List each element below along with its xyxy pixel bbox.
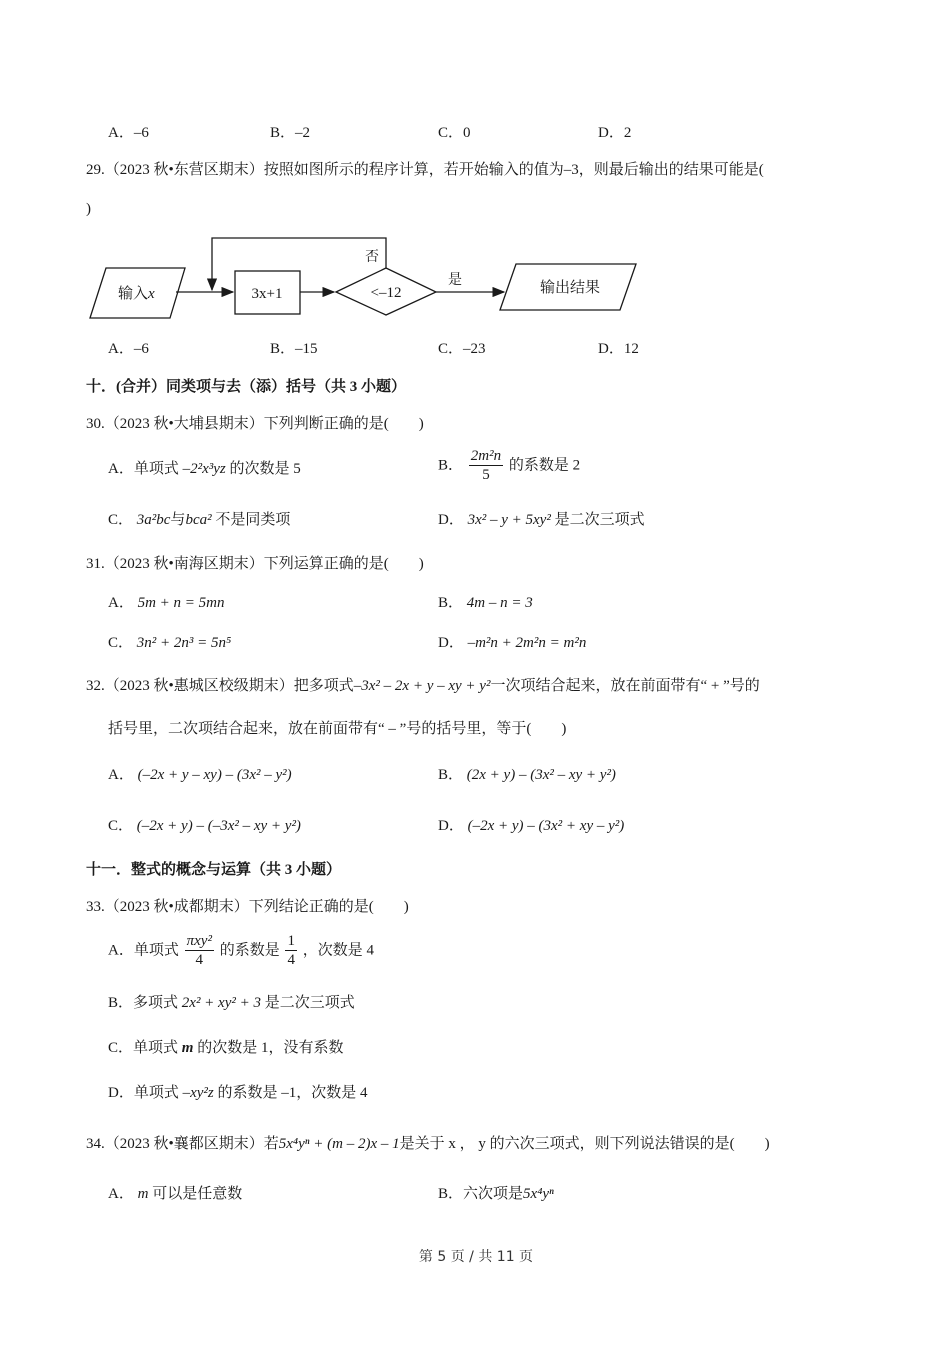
q31-option-c: C． 3n² + 2n³ = 5n⁵: [108, 635, 232, 651]
q30-option-d: D． 3x² – y + 5xy² 是二次三项式: [438, 512, 645, 528]
q33-option-d: D．单项式 –xy²z 的系数是 –1，次数是 4: [108, 1085, 368, 1101]
q33-stem: 33.（2023 秋•成都期末）下列结论正确的是( ): [86, 899, 409, 915]
q33-option-b: B．多项式 2x² + xy² + 3 是二次三项式: [108, 995, 355, 1011]
q31-option-b: B． 4m – n = 3: [438, 595, 533, 611]
page-number: 第 5 页 / 共 11 页: [418, 1249, 534, 1265]
q29-flowchart: [80, 230, 660, 330]
q32-option-d: D． (–2x + y) – (3x² + xy – y²): [438, 818, 625, 834]
q34-stem: 34.（2023 秋•襄都区期末）若5x⁴yⁿ + (m – 2)x – 1是关于 x ， y 的六次三项式，则下列说法错误的是( ): [86, 1136, 770, 1152]
q29-option-c: C．–23: [438, 341, 486, 357]
q30-option-a: A．单项式 –2²x³yz 的次数是 5: [108, 461, 301, 477]
q31-stem: 31.（2023 秋•南海区期末）下列运算正确的是( ): [86, 556, 424, 572]
q32-stem-line2: 括号里，二次项结合起来，放在前面带有“ – ”号的括号里，等于( ): [108, 721, 567, 737]
q31-option-d: D． –m²n + 2m²n = m²n: [438, 635, 587, 651]
q30-option-b: B． $\frac{\text{2m²n}}{5}$ 的系数是 2: [438, 448, 581, 483]
q29-option-b: B．–15: [270, 341, 318, 357]
q29-option-d: D．12: [598, 341, 639, 357]
q32-stem: 32.（2023 秋•惠城区校级期末）把多项式–3x² – 2x + y – xy + y²一次项结合起来，放在前面带有“ + ”号的: [86, 678, 760, 694]
q29-option-a: A．–6: [108, 341, 149, 357]
fraction: $\frac{\text{πxy²}}{4}$: [186, 933, 212, 968]
process-label: 3x+1: [251, 286, 283, 302]
section-10-title: 十．(合并）同类项与去（添）括号（共 3 小题）: [86, 379, 406, 395]
section-11-title: 十一．整式的概念与运算（共 3 小题）: [86, 862, 342, 878]
q33-option-a: A．单项式 $\frac{\text{πxy²}}{4}$ 的系数是 $\frac{1}{4}$ ，次数是 4: [108, 933, 374, 968]
q32-option-a: A． (–2x + y – xy) – (3x² – y²): [108, 767, 292, 783]
q29-stem-close: ): [86, 201, 91, 217]
q31-option-a: A． 5m + n = 5mn: [108, 595, 225, 611]
q28-option-b: B．–2: [270, 125, 311, 141]
q28-option-d: D．2: [598, 125, 632, 141]
q34-option-a: A． m 可以是任意数: [108, 1186, 243, 1202]
q34-option-b: B．六次项是5x⁴yⁿ: [438, 1186, 554, 1202]
q32-option-b: B． (2x + y) – (3x² – xy + y²): [438, 767, 616, 783]
q32-option-c: C． (–2x + y) – (–3x² – xy + y²): [108, 818, 301, 834]
q30-a-expr: –2²x³yz: [182, 461, 226, 477]
q30-option-c: C． 3a²bc与bca² 不是同类项: [108, 512, 291, 528]
q28-option-a: A．–6: [108, 125, 149, 141]
output-label: 输出结果: [539, 280, 601, 296]
yes-label: 是: [448, 273, 462, 288]
input-label: 输入x: [118, 286, 155, 302]
q30-stem: 30.（2023 秋•大埔县期末）下列判断正确的是( ): [86, 416, 424, 432]
q33-option-c: C．单项式 m 的次数是 1，没有系数: [108, 1040, 344, 1056]
q29-stem: 29.（2023 秋•东营区期末）按照如图所示的程序计算，若开始输入的值为–3，则最后输出的结果可能是(: [86, 162, 764, 178]
fraction: $\frac{1}{4}$: [287, 933, 295, 968]
no-label: 否: [365, 250, 379, 265]
q28-option-c: C．0: [438, 125, 471, 141]
fraction: $\frac{\text{2m²n}}{5}$: [470, 448, 502, 483]
decision-label: <–12: [370, 285, 402, 301]
